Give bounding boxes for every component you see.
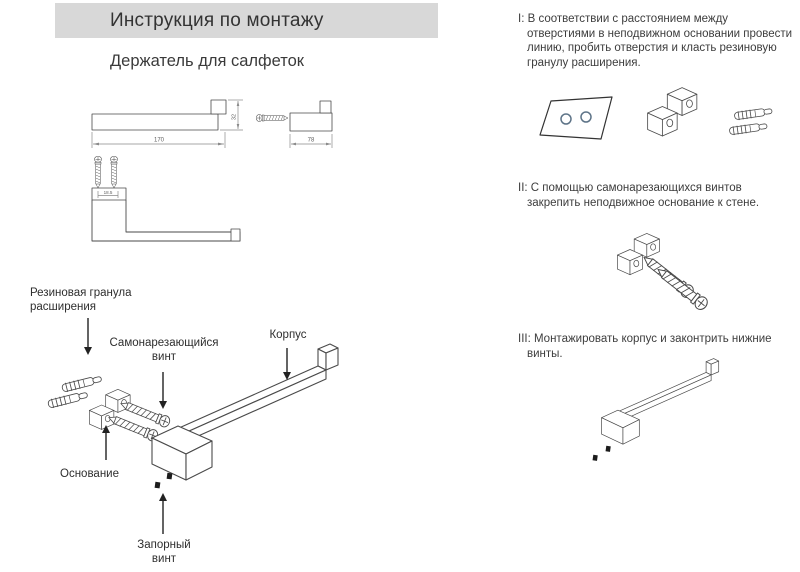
dim-length: 170 (153, 137, 165, 144)
profile-view-drawing (92, 156, 240, 241)
dim-depth: 78 (307, 137, 315, 144)
arrow-up-to-base (102, 425, 110, 460)
body-corpus-icon (152, 344, 338, 480)
screw-icon (111, 156, 118, 188)
step-1-paragraph: I: В соответствии с расстоянием между отверстиями в неподвижном основании провести линию, пробить отверстия и класть резиновую гранулу расширения. (518, 13, 793, 69)
wall-plate-drawing (540, 97, 612, 139)
exploded-diagram (0, 280, 500, 572)
lock-screw-icon (167, 473, 173, 480)
label-self-tapping-screw: Самонарезающийся винт (109, 337, 219, 363)
arrow-down-to-body (283, 348, 291, 380)
step-2-illustration (600, 228, 760, 313)
arrow-down-to-screws (159, 372, 167, 409)
screw-icon (95, 156, 102, 188)
drill-hole-icon (561, 114, 571, 124)
arrow-down-to-dowels (84, 318, 92, 355)
label-body: Корпус (269, 329, 307, 341)
rubber-dowel-icon (47, 390, 88, 409)
rubber-dowel-icon (729, 122, 767, 136)
step-3-paragraph: III: Монтажировать корпус и законтрить нижние винты. (518, 333, 772, 360)
arrow-up-to-lock-screws (159, 493, 167, 534)
base-block-icon (648, 88, 697, 136)
screw-icon (256, 115, 288, 122)
rubber-dowel-icon (734, 107, 772, 121)
rubber-dowel-icon (61, 374, 102, 393)
page-title: Инструкция по монтажу (110, 9, 324, 31)
self-tapping-screw-icon (654, 264, 710, 312)
label-base: Основание (60, 468, 119, 480)
label-rubber-dowel: Резиновая гранула расширения (30, 287, 132, 313)
dim-hole-spacing: 18.5 (103, 190, 113, 195)
lock-screw-icon (593, 455, 598, 461)
step-2-paragraph: II: С помощью самонарезающихся винтов закрепить неподвижное основание к стене. (518, 182, 760, 209)
step-1-text (518, 12, 796, 70)
technical-drawing (0, 90, 500, 275)
body-corpus-icon (602, 359, 719, 445)
step-3-illustration (585, 352, 785, 467)
step-1-illustration (535, 85, 790, 170)
side-view-drawing (256, 101, 332, 148)
product-subtitle: Держатель для салфеток (110, 52, 304, 70)
dim-height: 32 (231, 113, 238, 121)
label-lock-screw: Запорный винт (137, 539, 191, 565)
lock-screw-icon (155, 482, 161, 489)
title-band (55, 3, 438, 38)
drill-hole-icon (581, 112, 591, 122)
step-2-text (518, 181, 796, 210)
lock-screw-icon (606, 446, 611, 452)
front-view-drawing (92, 100, 243, 148)
